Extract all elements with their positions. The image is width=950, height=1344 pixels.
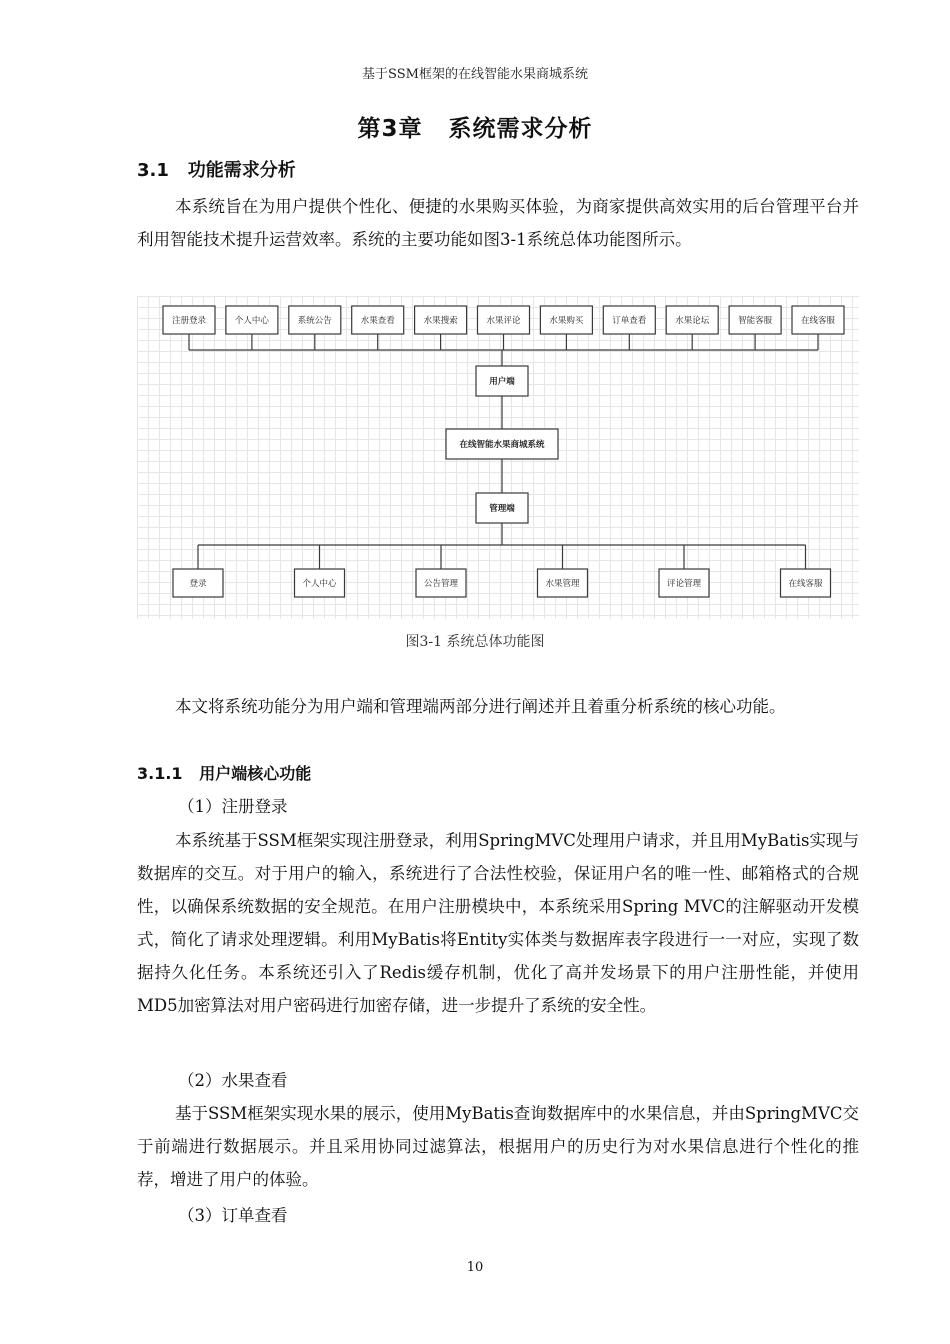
user-module-box	[540, 306, 592, 334]
overview-paragraph: 本文将系统功能分为用户端和管理端两部分进行阐述并且着重分析系统的核心功能。	[175, 697, 786, 716]
subheading-order-view: （3）订单查看	[178, 1206, 288, 1225]
chapter-title	[0, 110, 950, 143]
user-module-box	[478, 306, 530, 334]
figure-caption: 图3-1 系统总体功能图	[405, 634, 545, 650]
user-module-box-label: 在线客服	[800, 316, 836, 326]
user-module-box	[729, 306, 781, 334]
admin-module-box	[295, 569, 345, 597]
subsection-number: 3.1.1	[137, 764, 183, 783]
admin-module-box-label: 登录	[189, 579, 207, 589]
section-number: 3.1	[137, 160, 169, 181]
admin-module-box	[173, 569, 223, 597]
system-function-diagram	[137, 296, 859, 619]
user-module-box-label: 水果评论	[486, 316, 521, 326]
section-heading-3-1-1	[137, 761, 311, 784]
section-title: 功能需求分析	[187, 160, 296, 181]
fruit-view-paragraph: 基于SSM框架实现水果的展示，使用MyBatis查询数据库中的水果信息，并由SpringMVC交于前端进行数据展示。并且采用协同过滤算法，根据用户的历史行为对水果信息进行个性化的推荐，增进了用户的体验。	[137, 1104, 859, 1189]
user-module-box	[352, 306, 404, 334]
admin-module-box-label: 个人中心	[302, 579, 337, 589]
user-module-box-label: 水果购买	[549, 316, 584, 326]
user-module-box-label: 水果查看	[360, 316, 395, 326]
admin-module-box-label: 评论管理	[666, 579, 702, 589]
admin-module-box-label: 水果管理	[545, 579, 580, 589]
user-module-box	[792, 306, 844, 334]
user-module-box	[415, 306, 467, 334]
user-module-box	[289, 306, 341, 334]
user-module-box-label: 系统公告	[297, 316, 332, 326]
admin-module-box	[538, 569, 588, 597]
admin-module-box	[781, 569, 831, 597]
user-module-box-label: 个人中心	[234, 316, 269, 326]
admin-module-box	[416, 569, 466, 597]
admin-module-box-label: 在线客服	[788, 579, 823, 589]
running-header: 基于SSM框架的在线智能水果商城系统	[362, 67, 588, 82]
intro-paragraph: 本系统旨在为用户提供个性化、便捷的水果购买体验，为商家提供高效实用的后台管理平台并利用智能技术提升运营效率。系统的主要功能如图3-1系统总体功能图所示。	[137, 197, 859, 249]
user-module-box-label: 水果搜索	[423, 316, 458, 326]
subheading-fruit-view: （2）水果查看	[178, 1071, 288, 1090]
system-node	[446, 429, 558, 459]
user-module-box	[603, 306, 655, 334]
user-end-node-label: 用户端	[489, 377, 515, 387]
admin-module-box	[659, 569, 709, 597]
subheading-register-login: （1）注册登录	[178, 797, 288, 816]
admin-module-box-label: 公告管理	[423, 579, 459, 589]
user-module-box-label: 订单查看	[612, 316, 647, 326]
page-number: 10	[466, 1260, 484, 1275]
admin-end-node	[476, 493, 528, 523]
system-node-label: 在线智能水果商城系统	[459, 440, 545, 450]
section-heading-3-1	[137, 156, 296, 182]
user-module-box-label: 智能客服	[738, 316, 773, 326]
user-module-box	[163, 306, 215, 334]
admin-end-node-label: 管理端	[489, 504, 515, 514]
register-login-paragraph: 本系统基于SSM框架实现注册登录，利用SpringMVC处理用户请求，并且用MyBatis实现与数据库的交互。对于用户的输入，系统进行了合法性校验，保证用户名的唯一性、邮箱格式的合规性，以确保系统数据的安全规范。在用户注册模块中，本系统采用Spring MVC的注解驱动开发模式，简化了请求处理逻辑。利用MyBatis将Entity实体类与数据库表字段进行一一对应，实现了数据持久化任务。本系统还引入了Redis缓存机制，优化了高并发场景下的用户注册性能，并使用MD5加密算法对用户密码进行加密存储，进一步提升了系统的安全性。	[137, 831, 859, 1015]
chapter-name: 系统需求分析	[448, 116, 593, 142]
subsection-title: 用户端核心功能	[199, 764, 312, 783]
user-module-box	[666, 306, 718, 334]
chapter-number: 第3章	[357, 116, 423, 142]
diagram-canvas	[137, 296, 859, 619]
user-end-node	[476, 366, 528, 396]
user-module-box-label: 水果论坛	[675, 316, 710, 326]
user-module-box-label: 注册登录	[171, 316, 207, 326]
user-module-box	[226, 306, 278, 334]
